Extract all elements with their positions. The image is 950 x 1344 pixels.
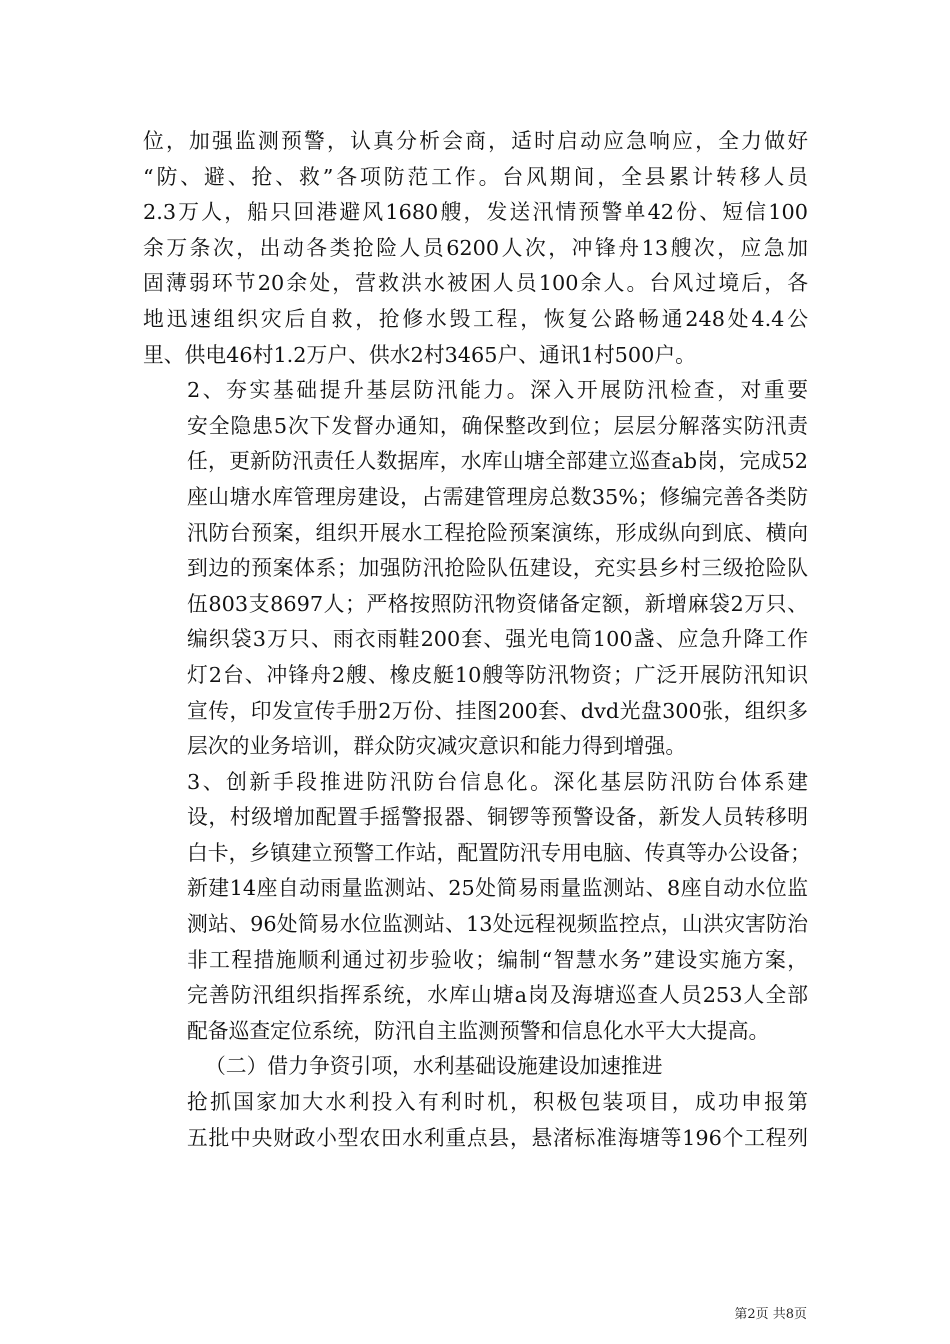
- text-line: 任，更新防汛责任人数据库，水库山塘全部建立巡查ab岗，完成52: [187, 449, 808, 474]
- text-line: 设，村级增加配置手摇警报器、铜锣等预警设备，新发人员转移明: [187, 805, 808, 830]
- text-line: 伍803支8697人；严格按照防汛物资储备定额，新增麻袋2万只、: [187, 591, 808, 616]
- text-line: 3、创新手段推进防汛防台信息化。深化基层防汛防台体系建: [187, 769, 808, 794]
- text-line: 完善防汛组织指挥系统，水库山塘a岗及海塘巡查人员253人全部: [187, 983, 808, 1008]
- text-line: 里、供电46村1.2万户、供水2村3465户、通讯1村500户。: [143, 342, 696, 367]
- text-line: 五批中央财政小型农田水利重点县，悬渚标准海塘等196个工程列: [187, 1125, 808, 1150]
- text-line: 固薄弱环节20余处，营救洪水被困人员100余人。台风过境后，各: [143, 271, 808, 296]
- text-line: 测站、96处简易水位监测站、13处远程视频监控点，山洪灾害防治: [187, 912, 808, 937]
- text-line: “防、避、抢、救”各项防范工作。台风期间，全县累计转移人员: [143, 164, 808, 189]
- text-line: 座山塘水库管理房建设，占需建管理房总数35%；修编完善各类防: [187, 484, 808, 509]
- document-body: [143, 124, 811, 1156]
- text-line: 非工程措施顺利通过初步验收；编制“智慧水务”建设实施方案，: [187, 947, 808, 972]
- text-line: 新建14座自动雨量监测站、25处简易雨量监测站、8座自动水位监: [187, 876, 808, 901]
- text-line: 编织袋3万只、雨衣雨鞋200套、强光电筒100盏、应急升降工作: [187, 627, 808, 652]
- text-line: 抢抓国家加大水利投入有利时机，积极包装项目，成功申报第: [187, 1090, 808, 1115]
- text-line: 余万条次，出动各类抢险人员6200人次，冲锋舟13艘次，应急加: [143, 235, 808, 260]
- text-line: 白卡，乡镇建立预警工作站，配置防汛专用电脑、传真等办公设备；: [187, 840, 811, 865]
- text-line: 灯2台、冲锋舟2艘、橡皮艇10艘等防汛物资；广泛开展防汛知识: [187, 662, 808, 687]
- text-line: 配备巡查定位系统，防汛自主监测预警和信息化水平大大提高。: [187, 1018, 770, 1043]
- paragraph: [143, 124, 808, 373]
- text-line: 2、夯实基础提升基层防汛能力。深入开展防汛检查，对重要: [187, 378, 808, 403]
- paragraph: [143, 1085, 808, 1156]
- text-line: 宣传，印发宣传手册2万份、挂图200套、dvd光盘300张，组织多: [187, 698, 808, 723]
- page-footer: 第2页 共8页: [734, 1307, 807, 1322]
- text-line: 位，加强监测预警，认真分析会商，适时启动应急响应，全力做好: [143, 129, 808, 153]
- text-line: 2.3万人，船只回港避风1680艘，发送汛情预警单42份、短信100: [143, 200, 808, 225]
- paragraph: [143, 765, 811, 1050]
- section-heading: [143, 1049, 808, 1085]
- text-line: 安全隐患5次下发督办通知，确保整改到位；层层分解落实防汛责: [187, 413, 808, 438]
- text-line: 层次的业务培训，群众防灾减灾意识和能力得到增强。: [187, 734, 687, 759]
- text-line: 到边的预案体系；加强防汛抢险队伍建设，充实县乡村三级抢险队: [187, 556, 808, 581]
- text-line: （二）借力争资引项，水利基础设施建设加速推进: [205, 1054, 663, 1079]
- text-line: 汛防台预案，组织开展水工程抢险预案演练，形成纵向到底、横向: [187, 520, 808, 545]
- text-line: 地迅速组织灾后自救，抢修水毁工程，恢复公路畅通248处4.4公: [143, 306, 808, 331]
- paragraph: [143, 373, 808, 765]
